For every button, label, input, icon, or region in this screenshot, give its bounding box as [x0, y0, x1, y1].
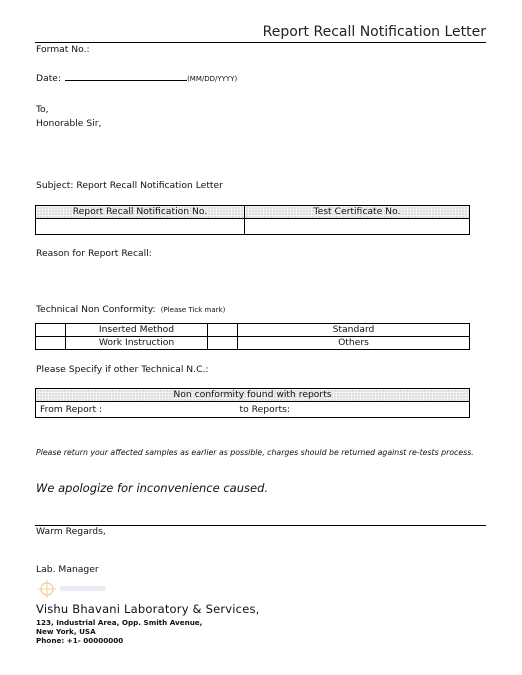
- tick-mark-hint: (Please Tick mark): [160, 306, 226, 314]
- phone-number: Phone: +1- 00000000: [36, 636, 124, 645]
- document-title: Report Recall Notification Letter: [262, 24, 486, 40]
- salutation: Honorable Sir,: [36, 118, 102, 129]
- tick-box[interactable]: [208, 324, 238, 337]
- company-logo: [36, 578, 126, 600]
- tick-box[interactable]: [36, 337, 66, 350]
- recall-notification-no-header: Report Recall Notification No.: [36, 206, 245, 219]
- apology-line: We apologize for inconvenience caused.: [36, 481, 269, 495]
- address-line-1: 123, Industrial Area, Opp. Smith Avenue,: [36, 618, 203, 627]
- reason-label: Reason for Report Recall:: [36, 248, 152, 259]
- date-format-hint: (MM/DD/YYYY): [187, 75, 238, 83]
- title-divider: [35, 42, 486, 43]
- nc-option-label: Others: [238, 337, 470, 350]
- tick-box[interactable]: [36, 324, 66, 337]
- nc-option-label: Inserted Method: [66, 324, 208, 337]
- signatory-title: Lab. Manager: [36, 564, 99, 575]
- company-name: Vishu Bhavani Laboratory & Services,: [36, 602, 260, 616]
- nc-option-label: Standard: [238, 324, 470, 337]
- test-certificate-no-header: Test Certificate No.: [245, 206, 470, 219]
- nonconformity-table: [35, 323, 470, 350]
- subject-line: Subject: Report Recall Notification Letter: [36, 180, 223, 191]
- report-range-header: Non conformity found with reports: [36, 389, 470, 402]
- date-row: [36, 66, 237, 85]
- return-notice: Please return your affected samples as earlier as possible, charges should be returned against re-tests process.: [36, 448, 474, 457]
- to-reports-label[interactable]: to Reports:: [236, 402, 470, 418]
- address-line-2: New York, USA: [36, 627, 96, 636]
- report-range-table: [35, 388, 470, 418]
- tick-box[interactable]: [208, 337, 238, 350]
- nonconformity-row: [36, 297, 225, 316]
- date-label: Date:: [36, 73, 62, 84]
- closing-regards: Warm Regards,: [36, 526, 106, 537]
- test-certificate-no-cell[interactable]: [245, 219, 470, 235]
- recall-number-table: [35, 205, 470, 235]
- nonconformity-label: Technical Non Conformity:: [36, 304, 156, 315]
- date-field[interactable]: [65, 72, 187, 81]
- recipient-to: To,: [36, 104, 49, 115]
- from-report-label[interactable]: From Report :: [36, 402, 236, 418]
- other-nc-label: Please Specify if other Technical N.C.:: [36, 364, 209, 375]
- recall-notification-no-cell[interactable]: [36, 219, 245, 235]
- format-no-label: Format No.:: [36, 44, 90, 55]
- nc-option-label: Work Instruction: [66, 337, 208, 350]
